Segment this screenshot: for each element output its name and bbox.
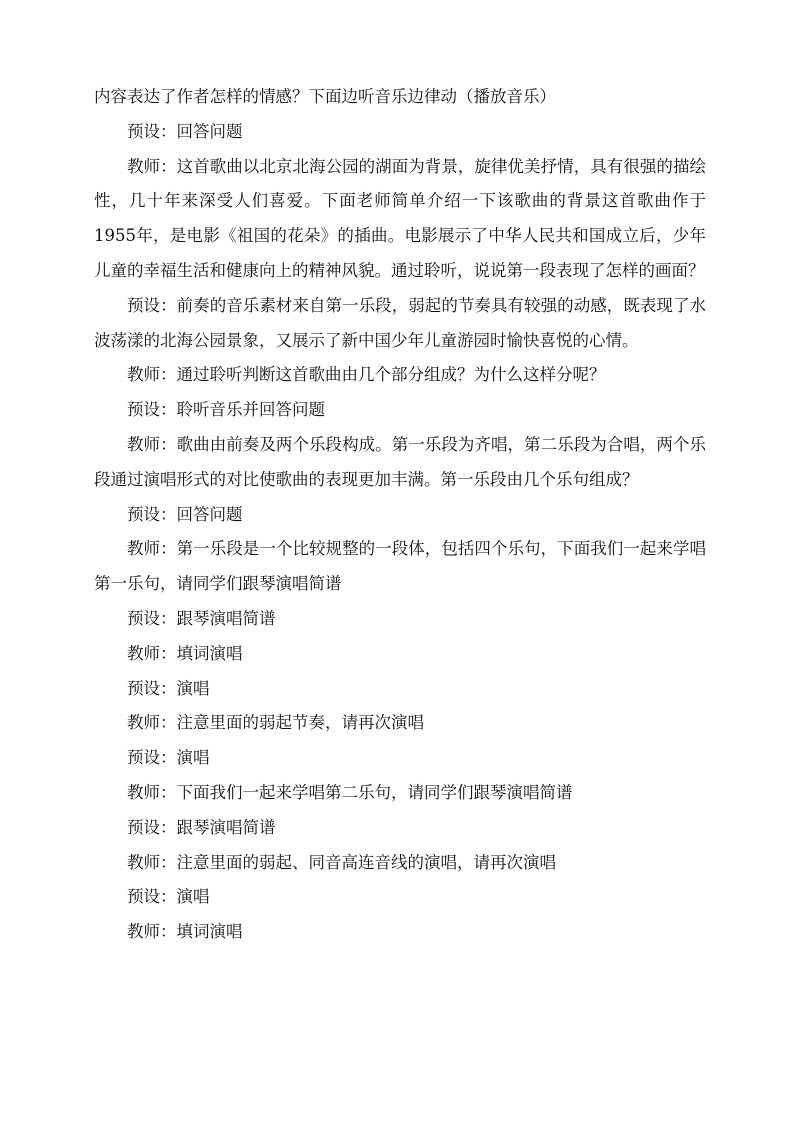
paragraph: 预设：回答问题 bbox=[127, 504, 243, 524]
paragraph: 教师：下面我们一起来学唱第二乐句，请同学们跟琴演唱简谱 bbox=[127, 782, 573, 802]
paragraph: 预设：跟琴演唱简谱 bbox=[127, 817, 276, 837]
paragraph: 教师：注意里面的弱起、同音高连音线的演唱，请再次演唱 bbox=[127, 852, 556, 872]
paragraph: 教师：通过聆听判断这首歌曲由几个部分组成？为什么这样分呢？ bbox=[127, 365, 606, 385]
paragraph: 教师：第一乐段是一个比较规整的一段体，包括四个乐句，下面我们一起来学唱第一乐句，请同学们跟琴演唱简谱 bbox=[94, 539, 706, 594]
paragraph: 预设：演唱 bbox=[127, 748, 210, 768]
paragraph: 预设：跟琴演唱简谱 bbox=[127, 608, 276, 628]
paragraph: 教师：注意里面的弱起节奏，请再次演唱 bbox=[127, 713, 424, 733]
paragraph: 教师：填词演唱 bbox=[127, 643, 243, 663]
paragraph: 预设：前奏的音乐素材来自第一乐段，弱起的节奏具有较强的动感，既表现了水波荡漾的北海公园景象，又展示了新中国少年儿童游园时愉快喜悦的心情。 bbox=[94, 295, 706, 350]
paragraph: 预设：演唱 bbox=[127, 678, 210, 698]
paragraph: 预设：聆听音乐并回答问题 bbox=[127, 400, 325, 420]
paragraph: 教师：歌曲由前奏及两个乐段构成。第一乐段为齐唱，第二乐段为合唱，两个乐段通过演唱形式的对比使歌曲的表现更加丰满。第一乐段由几个乐句组成？ bbox=[94, 434, 706, 489]
paragraph: 预设：演唱 bbox=[127, 887, 210, 907]
paragraph: 内容表达了作者怎样的情感？下面边听音乐边律动（播放音乐） bbox=[94, 87, 556, 106]
paragraph: 教师：填词演唱 bbox=[127, 922, 243, 942]
document-body bbox=[94, 80, 706, 950]
paragraph: 教师：这首歌曲以北京北海公园的湖面为背景，旋律优美抒情，具有很强的描绘性，几十年来深受人们喜爱。下面老师简单介绍一下该歌曲的背景这首歌曲作于1955年，是电影《祖国的花朵》的插曲。电影展示了中华人民共和国成立后，少年儿童的幸福生活和健康向上的精神风貌。通过聆听，说说第一段表现了怎样的画面？ bbox=[94, 156, 706, 280]
paragraph: 预设：回答问题 bbox=[127, 121, 243, 141]
